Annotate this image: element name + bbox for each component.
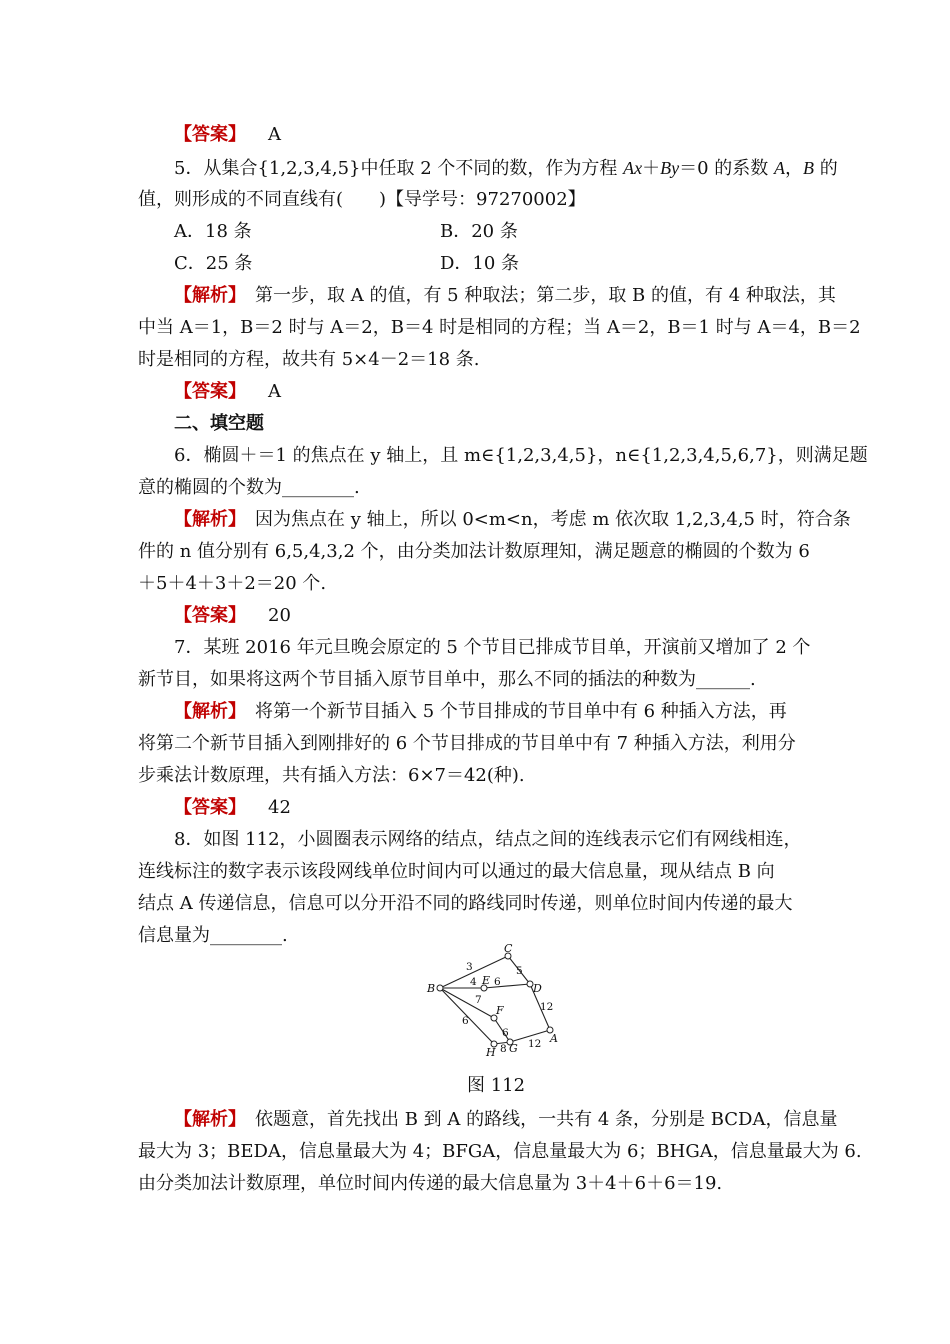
- edge-label-be: 4: [470, 976, 477, 988]
- solution-tag: 【解析】: [174, 509, 237, 530]
- edge-label-cd: 5: [516, 965, 523, 977]
- answer-tag: 【答案】: [174, 605, 246, 626]
- question-8-line-1: 8．如图 112，小圆圈表示网络的结点，结点之间的连线表示它们有网线相连，: [174, 829, 802, 850]
- solution-7-line-1: 【解析】 将第一个新节目插入 5 个节目排成的节目单中有 6 种插入方法，再: [174, 701, 787, 722]
- solution-5-line-2: 中当 A＝1，B＝2 时与 A＝2，B＝4 时是相同的方程；当 A＝2，B＝1 时与 A＝4，B＝2: [138, 317, 861, 338]
- option-b: B．20 条: [440, 221, 518, 242]
- edge-bf: [440, 988, 494, 1018]
- solution-8-line-2: 最大为 3；BEDA，信息量最大为 4；BFGA，信息量最大为 6；BHGA，信息量最大为 6.: [138, 1141, 862, 1162]
- answer-row-4: [174, 123, 854, 147]
- edge-label-bh: 6: [462, 1015, 469, 1027]
- solution-8-line-1: 【解析】 依题意，首先找出 B 到 A 的路线，一共有 4 条，分别是 BCDA，信息量: [174, 1109, 838, 1130]
- question-8-line-2: 连线标注的数字表示该段网线单位时间内可以通过的最大信息量，现从结点 B 向: [138, 861, 775, 882]
- solution-6-line-1: 【解析】 因为焦点在 y 轴上，所以 0<m<n，考虑 m 依次取 1,2,3,4,5 时，符合条: [174, 509, 851, 530]
- answer-value: A: [268, 124, 281, 145]
- solution-5-line-1: 【解析】 第一步，取 A 的值，有 5 种取法；第二步，取 B 的值，有 4 种取法，其: [174, 285, 836, 306]
- solution-tag: 【解析】: [174, 701, 237, 722]
- solution-tag: 【解析】: [174, 1109, 237, 1130]
- edge-label-bf: 7: [475, 994, 482, 1006]
- node-label-d: D: [533, 982, 542, 995]
- network-diagram: [426, 944, 566, 1066]
- node-label-f: F: [496, 1004, 504, 1017]
- question-7-line-1: 7．某班 2016 年元旦晚会原定的 5 个节目已排成节目单，开演前又增加了 2 个: [174, 637, 811, 658]
- answer-row-6: [174, 604, 854, 628]
- option-d: D．10 条: [440, 253, 520, 274]
- answer-tag: 【答案】: [174, 381, 246, 402]
- edge-ed: [484, 984, 530, 988]
- edge-label-hg: 8: [500, 1043, 507, 1055]
- question-6-line-1: 6．椭圆＋＝1 的焦点在 y 轴上，且 m∈{1,2,3,4,5}，n∈{1,2,3,4,5,6,7}，则满足题: [174, 445, 868, 466]
- answer-tag: 【答案】: [174, 797, 246, 818]
- solution-5-line-3: 时是相同的方程，故共有 5×4－2＝18 条.: [138, 349, 480, 370]
- node-label-a: A: [550, 1032, 558, 1045]
- solution-7-line-2: 将第二个新节目插入到刚排好的 6 个节目排成的节目单中有 7 种插入方法，利用分: [138, 733, 796, 754]
- node-label-c: C: [504, 944, 513, 955]
- edge-label-da: 12: [540, 1001, 554, 1013]
- solution-7-line-3: 步乘法计数原理，共有插入方法：6×7＝42(种).: [138, 765, 525, 786]
- option-a: A．18 条: [174, 221, 252, 242]
- answer-row-5: [174, 380, 854, 404]
- answer-value: A: [268, 381, 281, 402]
- node-label-g: G: [509, 1042, 518, 1055]
- question-8-line-4: 信息量为________.: [138, 925, 288, 946]
- question-7-line-2: 新节目，如果将这两个节目插入原节目单中，那么不同的插法的种数为______.: [138, 669, 756, 690]
- solution-6-line-3: ＋5＋4＋3＋2＝20 个.: [138, 573, 327, 594]
- question-6-line-2: 意的椭圆的个数为________.: [138, 477, 360, 498]
- question-5-line-1: 5．从集合{1,2,3,4,5}中任取 2 个不同的数，作为方程 Ax＋By＝0 的系数 A，B 的: [174, 158, 838, 179]
- node-label-b: B: [427, 982, 436, 995]
- solution-6-line-2: 件的 n 值分别有 6,5,4,3,2 个，由分类加法计数原理知，满足题意的椭圆的个数为 6: [138, 541, 810, 562]
- figure-caption: 图 112: [467, 1075, 526, 1096]
- edge-label-fg: 6: [502, 1027, 509, 1039]
- solution-8-line-3: 由分类加法计数原理，单位时间内传递的最大信息量为 3＋4＋6＋6＝19.: [138, 1173, 723, 1194]
- option-c: C．25 条: [174, 253, 253, 274]
- edge-label-bc: 3: [466, 961, 473, 973]
- answer-value: 42: [268, 797, 291, 818]
- section-heading: 二、填空题: [174, 413, 264, 434]
- answer-row-7: [174, 796, 854, 820]
- answer-value: 20: [268, 605, 291, 626]
- edge-label-ed: 6: [494, 976, 501, 988]
- solution-tag: 【解析】: [174, 285, 237, 306]
- node-label-h: H: [486, 1046, 496, 1059]
- question-8-line-3: 结点 A 传递信息，信息可以分开沿不同的路线同时传递，则单位时间内传递的最大: [138, 893, 793, 914]
- question-5-line-2: 值，则形成的不同直线有( )【导学号：97270002】: [138, 189, 586, 210]
- answer-tag: 【答案】: [174, 124, 246, 145]
- node-b: [437, 985, 443, 991]
- node-label-e: E: [482, 974, 491, 987]
- edge-label-ga: 12: [528, 1038, 542, 1050]
